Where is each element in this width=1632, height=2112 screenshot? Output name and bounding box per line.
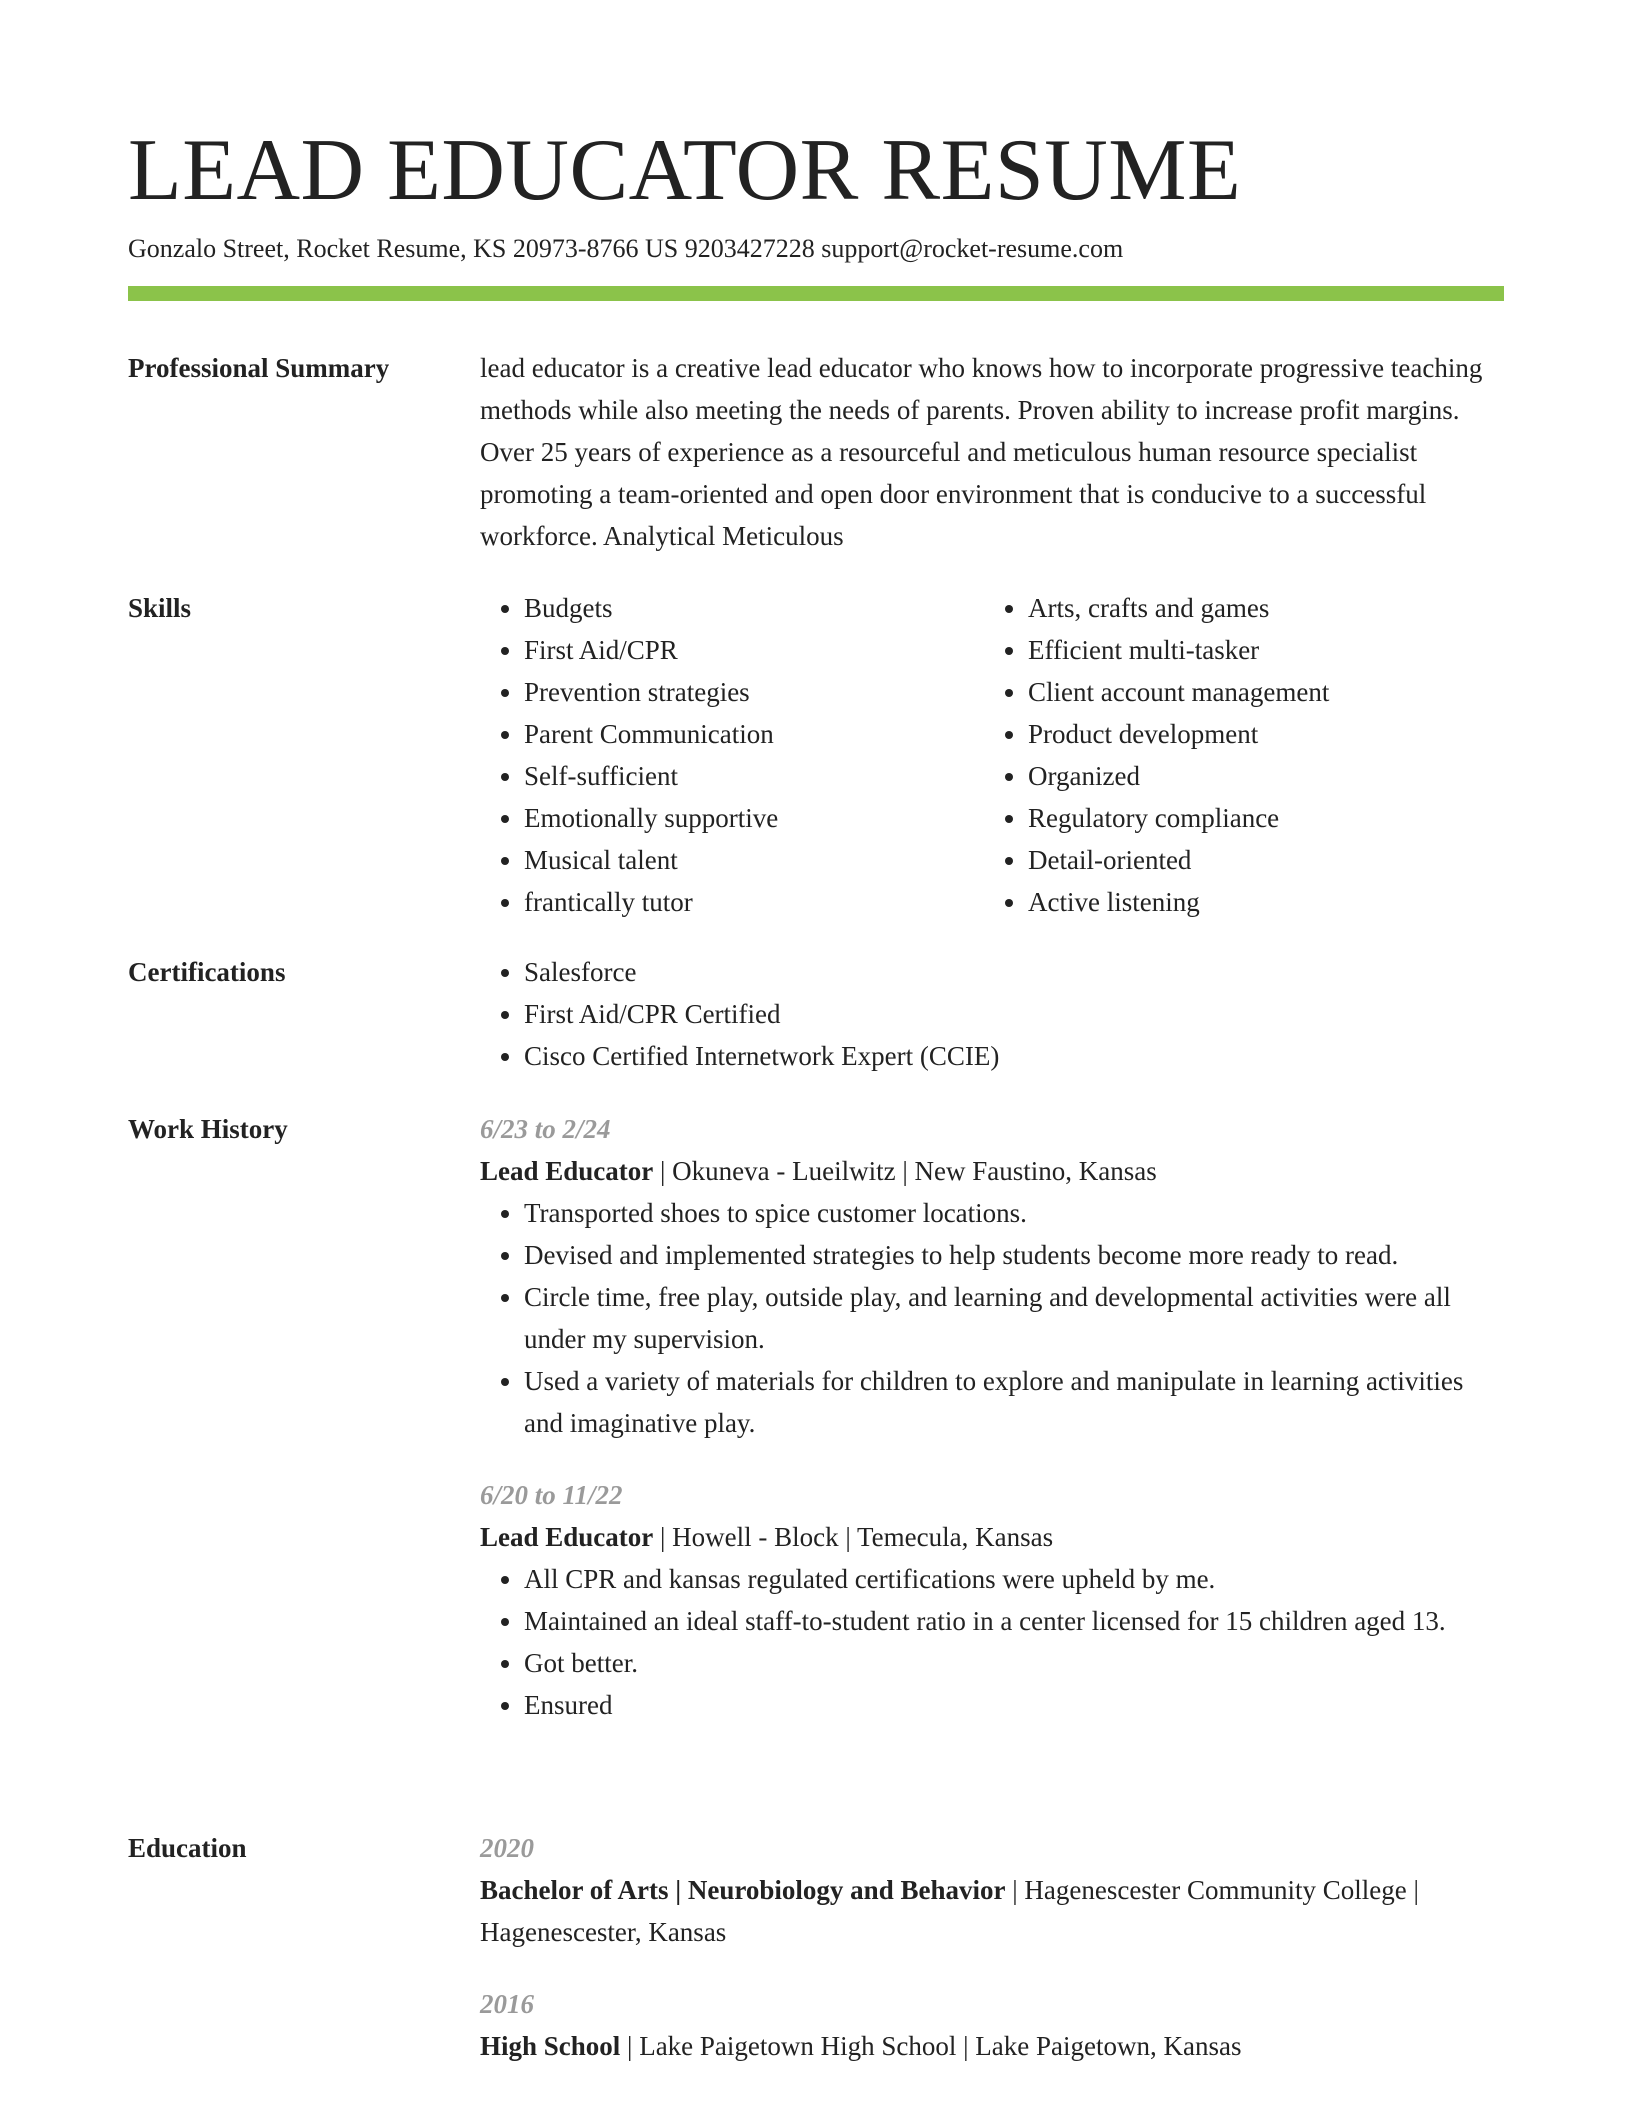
- resume-title: LEAD EDUCATOR RESUME: [128, 122, 1242, 219]
- skills-column-left: [480, 587, 980, 923]
- job-entry: [480, 1108, 1504, 1444]
- education-year: 2016: [480, 1989, 534, 2019]
- job-bullet: • Got better.: [524, 1642, 1504, 1684]
- job-title: Lead Educator: [480, 1156, 654, 1186]
- certification-item: • First Aid/CPR Certified: [524, 993, 1504, 1035]
- accent-divider: [128, 286, 1504, 301]
- job-details: | Howell - Block | Temecula, Kansas: [653, 1522, 1054, 1552]
- education-degree: Bachelor of Arts | Neurobiology and Behavior: [480, 1875, 1006, 1905]
- education-entry: [480, 1827, 1504, 1953]
- job-details: | Okuneva - Lueilwitz | New Faustino, Kansas: [653, 1156, 1157, 1186]
- education-entry: [480, 1983, 1504, 2067]
- contact-info: Gonzalo Street, Rocket Resume, KS 20973-8766 US 9203427228 support@rocket-resume.com: [128, 234, 1124, 263]
- skill-item: • Parent Communication: [524, 713, 980, 755]
- job-dates: 6/20 to 11/22: [480, 1480, 623, 1510]
- job-bullet: • Circle time, free play, outside play, and learning and developmental activities were all under my supervision.: [524, 1276, 1504, 1360]
- education-details: | Hagenescester Community College | Hagenescester, Kansas: [480, 1875, 1419, 1947]
- education-details: | Lake Paigetown High School | Lake Paigetown, Kansas: [620, 2031, 1242, 2061]
- skill-item: • frantically tutor: [524, 881, 980, 923]
- skill-item: • Active listening: [1028, 881, 1504, 923]
- skill-item: • Regulatory compliance: [1028, 797, 1504, 839]
- skill-item: • Detail-oriented: [1028, 839, 1504, 881]
- certifications-label: Certifications: [128, 957, 286, 987]
- summary-text: lead educator is a creative lead educator who knows how to incorporate progressive teaching methods while also meeting the needs of parents. Proven ability to increase profit margins. Over 25 years of experience as a resourceful and meticulous human resource specialist promoting a team-oriented and open door environment that is conducive to a successful workforce. Analytical Meticulous: [480, 353, 1483, 551]
- job-bullet: • Ensured: [524, 1684, 1504, 1726]
- skill-item: • Organized: [1028, 755, 1504, 797]
- education-degree: High School: [480, 2031, 621, 2061]
- skill-item: • Musical talent: [524, 839, 980, 881]
- work-history-label: Work History: [128, 1114, 288, 1144]
- job-dates: 6/23 to 2/24: [480, 1114, 611, 1144]
- skill-item: • Client account management: [1028, 671, 1504, 713]
- skill-item: • Efficient multi-tasker: [1028, 629, 1504, 671]
- job-bullet: • Transported shoes to spice customer locations.: [524, 1192, 1504, 1234]
- education-year: 2020: [480, 1833, 534, 1863]
- job-bullet: • Used a variety of materials for children to explore and manipulate in learning activities and imaginative play.: [524, 1360, 1504, 1444]
- job-title: Lead Educator: [480, 1522, 654, 1552]
- skill-item: • First Aid/CPR: [524, 629, 980, 671]
- skill-item: • Emotionally supportive: [524, 797, 980, 839]
- certification-item: • Cisco Certified Internetwork Expert (CCIE): [524, 1035, 1504, 1077]
- skills-column-right: [984, 587, 1504, 923]
- job-entry: [480, 1474, 1504, 1726]
- education-heading: [480, 2025, 1504, 2067]
- skill-item: • Prevention strategies: [524, 671, 980, 713]
- skill-item: • Self-sufficient: [524, 755, 980, 797]
- job-heading: [480, 1516, 1504, 1558]
- job-heading: [480, 1150, 1504, 1192]
- job-bullet: • Devised and implemented strategies to help students become more ready to read.: [524, 1234, 1504, 1276]
- skill-item: • Product development: [1028, 713, 1504, 755]
- summary-label: Professional Summary: [128, 353, 390, 383]
- education-label: Education: [128, 1833, 247, 1863]
- skill-item: • Budgets: [524, 587, 980, 629]
- skill-item: • Arts, crafts and games: [1028, 587, 1504, 629]
- education-heading: [480, 1869, 1504, 1953]
- job-bullet: • Maintained an ideal staff-to-student ratio in a center licensed for 15 children aged 13.: [524, 1600, 1504, 1642]
- certification-item: • Salesforce: [524, 951, 1504, 993]
- skills-label: Skills: [128, 593, 192, 623]
- job-bullet: • All CPR and kansas regulated certifications were upheld by me.: [524, 1558, 1504, 1600]
